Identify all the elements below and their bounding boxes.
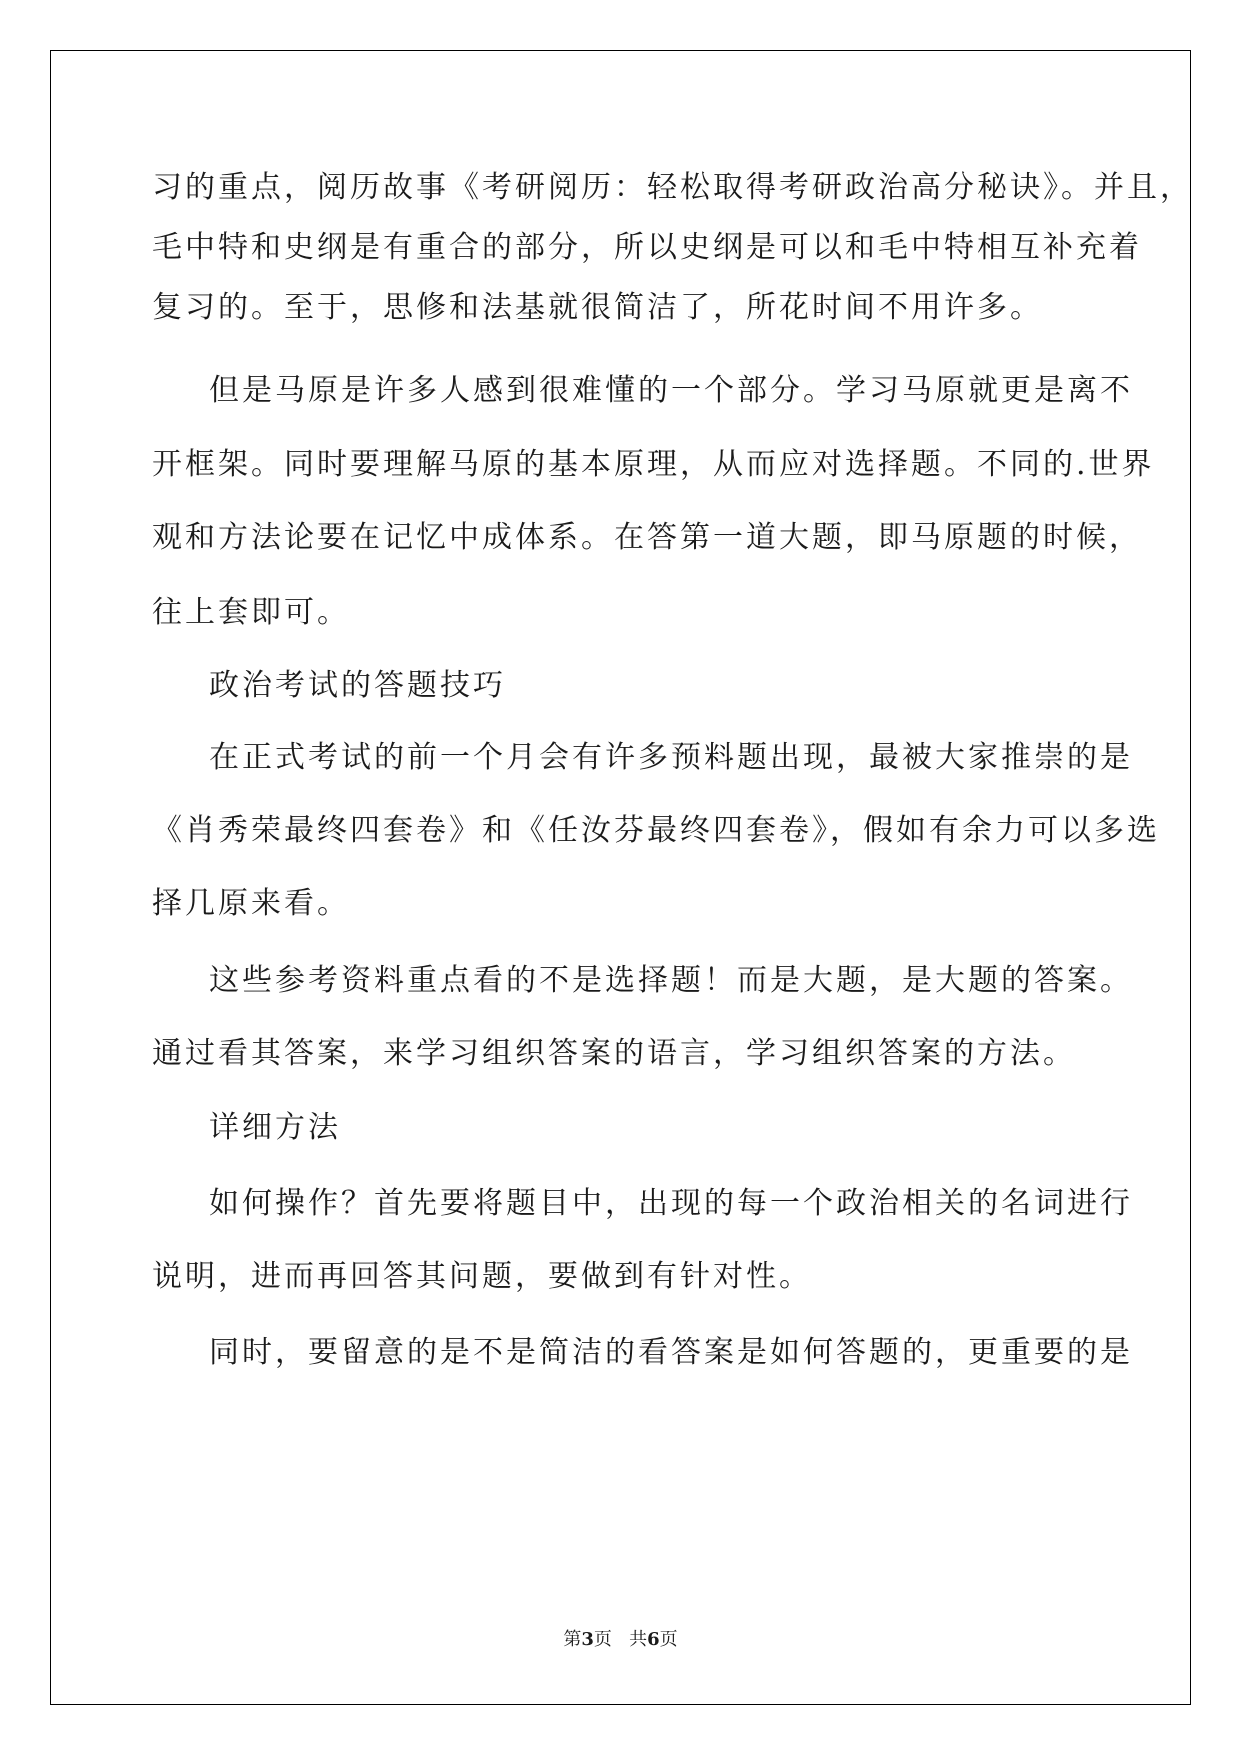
section-heading: 政治考试的答题技巧: [209, 668, 506, 703]
text-line: 习的重点，阅历故事《考研阅历：轻松取得考研政治高分秘诀》。并且，: [152, 170, 1193, 205]
page-unit: 页: [593, 1629, 612, 1650]
page-total: 6: [647, 1629, 660, 1650]
paragraph-first-line: 这些参考资料重点看的不是选择题！而是大题，是大题的答案。: [209, 963, 1133, 998]
paragraph-first-line: 如何操作？首先要将题目中，出现的每一个政治相关的名词进行: [209, 1186, 1133, 1221]
text-line: 说明，进而再回答其问题，要做到有针对性。: [152, 1259, 812, 1294]
text-line: 《肖秀荣最终四套卷》和《任汝芬最终四套卷》，假如有余力可以多选: [152, 813, 1160, 848]
page-number: 3: [581, 1629, 594, 1650]
total-unit: 页: [659, 1629, 678, 1650]
text-line: 复习的。至于，思修和法基就很简洁了，所花时间不用许多。: [152, 290, 1043, 325]
text-line: 择几原来看。: [152, 886, 350, 921]
paragraph-first-line: 但是马原是许多人感到很难懂的一个部分。学习马原就更是离不: [209, 373, 1133, 408]
page-prefix: 第: [563, 1629, 582, 1650]
page-footer: [0, 1628, 1241, 1652]
text-line: 往上套即可。: [152, 595, 350, 630]
text-line: 通过看其答案，来学习组织答案的语言，学习组织答案的方法。: [152, 1036, 1076, 1071]
total-prefix: 共: [629, 1629, 648, 1650]
text-line: 开框架。同时要理解马原的基本原理，从而应对选择题。不同的.世界: [152, 447, 1155, 482]
paragraph-first-line: 在正式考试的前一个月会有许多预料题出现，最被大家推崇的是: [209, 740, 1133, 775]
text-line: 观和方法论要在记忆中成体系。在答第一道大题，即马原题的时候，: [152, 520, 1142, 555]
text-line: 毛中特和史纲是有重合的部分，所以史纲是可以和毛中特相互补充着: [152, 230, 1142, 265]
paragraph-first-line: 同时，要留意的是不是简洁的看答案是如何答题的，更重要的是: [209, 1335, 1133, 1370]
section-heading: 详细方法: [209, 1110, 341, 1145]
